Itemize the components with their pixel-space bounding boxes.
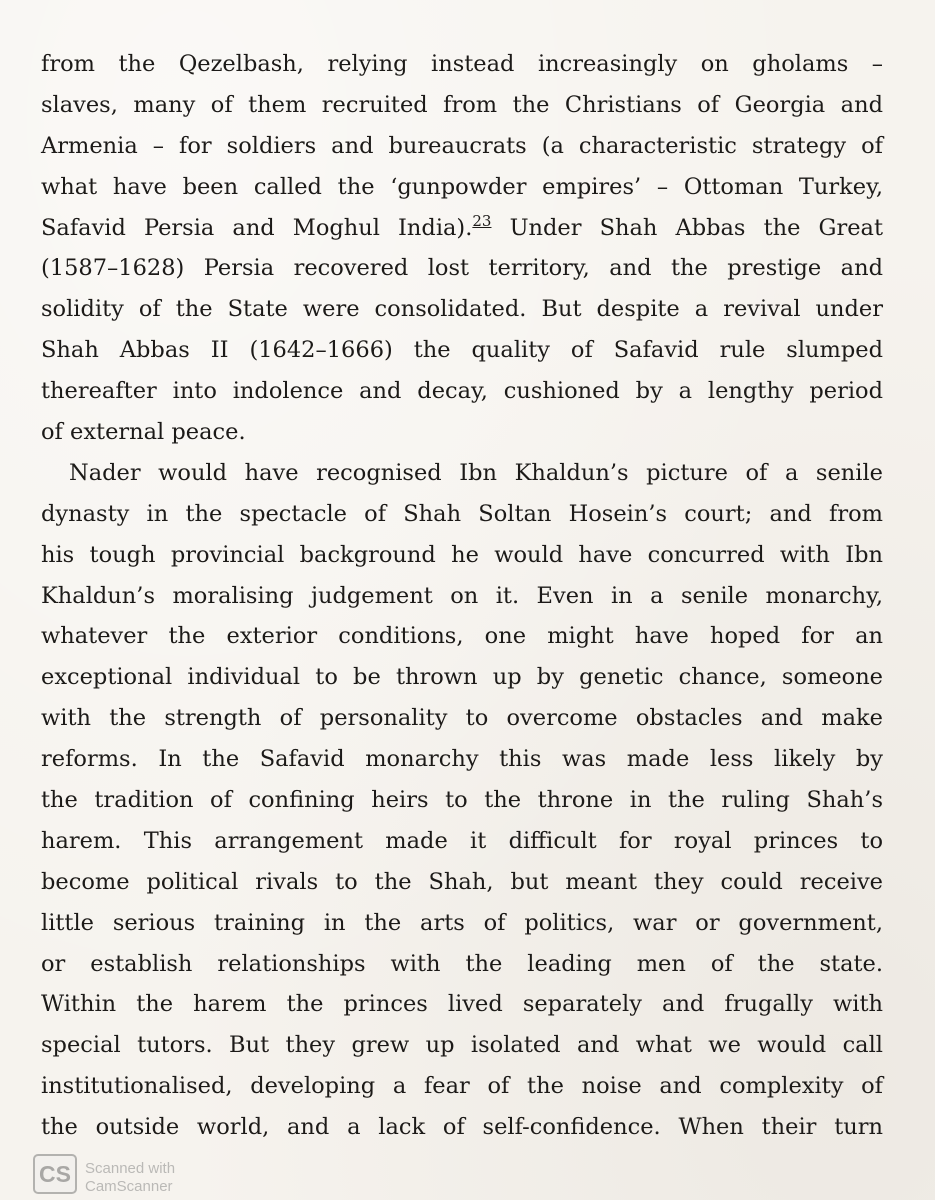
paragraph-2 bbox=[41, 453, 883, 1148]
text-line: whatever the exterior conditions, one might have hoped for an bbox=[41, 623, 883, 650]
text-line-with-footnote bbox=[41, 208, 883, 249]
text-line: the tradition of confining heirs to the throne in the ruling Shah’s bbox=[41, 787, 883, 814]
text-line: his tough provincial background he would have concurred with Ibn bbox=[41, 541, 883, 568]
text-segment: Safavid Persia and Moghul India). bbox=[41, 214, 473, 241]
text-line: dynasty in the spectacle of Shah Soltan Hosein’s court; and from bbox=[41, 500, 883, 527]
watermark-line: Scanned with bbox=[85, 1160, 176, 1177]
text-line: with the strength of personality to overcome obstacles and make bbox=[41, 705, 883, 732]
text-line: Within the harem the princes lived separately and frugally with bbox=[41, 991, 883, 1018]
text-line: exceptional individual to be thrown up by genetic chance, someone bbox=[41, 664, 883, 691]
text-line: Nader would have recognised Ibn Khaldun’s picture of a senile bbox=[69, 459, 883, 486]
text-line: Khaldun’s moralising judgement on it. Even in a senile monarchy, bbox=[41, 582, 883, 609]
text-line: (1587–1628) Persia recovered lost territory, and the prestige and bbox=[41, 255, 883, 282]
text-line: the outside world, and a lack of self-confidence. When their turn bbox=[41, 1114, 883, 1141]
text-line: harem. This arrangement made it difficult for royal princes to bbox=[41, 827, 883, 854]
footnote-ref-link[interactable]: 23 bbox=[472, 211, 492, 230]
text-line: Armenia – for soldiers and bureaucrats (a characteristic strategy of bbox=[41, 132, 883, 159]
text-line: slaves, many of them recruited from the Christians of Georgia and bbox=[41, 91, 883, 118]
body-text bbox=[41, 44, 883, 1148]
text-line: little serious training in the arts of politics, war or government, bbox=[41, 909, 883, 936]
text-line: institutionalised, developing a fear of the noise and complexity of bbox=[41, 1073, 883, 1100]
camscanner-watermark bbox=[33, 1154, 175, 1196]
text-line: reforms. In the Safavid monarchy this was made less likely by bbox=[41, 746, 883, 773]
text-line: or establish relationships with the leading men of the state. bbox=[41, 950, 883, 977]
text-line: of external peace. bbox=[41, 419, 246, 446]
watermark-text bbox=[85, 1160, 175, 1196]
paragraph-1 bbox=[41, 44, 883, 453]
text-segment: Under Shah Abbas the Great bbox=[509, 214, 883, 241]
text-line: special tutors. But they grew up isolated and what we would call bbox=[41, 1032, 883, 1059]
text-line: Shah Abbas II (1642–1666) the quality of Safavid rule slumped bbox=[41, 337, 883, 364]
text-line: what have been called the ‘gunpowder empires’ – Ottoman Turkey, bbox=[41, 173, 883, 200]
text-line: solidity of the State were consolidated. But despite a revival under bbox=[41, 296, 883, 323]
text-line: thereafter into indolence and decay, cushioned by a lengthy period bbox=[41, 378, 883, 405]
watermark-line: CamScanner bbox=[85, 1178, 173, 1195]
camscanner-logo-icon: CS bbox=[33, 1154, 77, 1194]
text-line: become political rivals to the Shah, but meant they could receive bbox=[41, 868, 883, 895]
text-line: from the Qezelbash, relying instead increasingly on gholams – bbox=[41, 51, 883, 77]
